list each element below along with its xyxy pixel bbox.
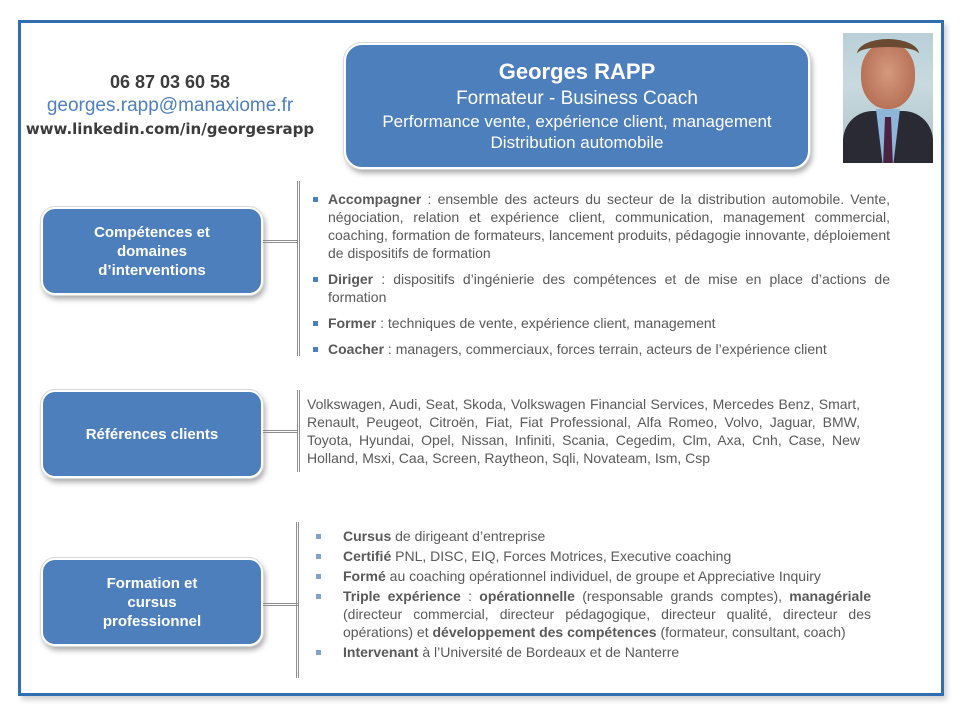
section-title-line: cursus [127,593,177,611]
person-specialty: Performance vente, expérience client, management [382,112,772,131]
contact-block [20,70,320,140]
list-item: Certifié PNL, DISC, EIQ, Forces Motrices, Executive coaching [343,547,871,565]
person-role: Formateur - Business Coach [456,88,698,109]
list-item: Accompagner : ensemble des acteurs du secteur de la distribution automobile. Vente, négociation, relation et expérience client, communication, management commercial, coaching, formation de formateurs, lancement produits, pédagogie innovante, déploiement de dispositifs de formation [328,190,890,262]
section-title-line: Formation et [106,574,198,592]
header-title-box [344,43,810,169]
connector-horizontal [263,430,298,433]
square-bullet-icon [313,197,318,202]
phone-number: 06 87 03 60 58 [109,72,231,92]
list-item: Coacher : managers, commerciaux, forces terrain, acteurs de l’expérience client [328,340,890,358]
references-text: Volkswagen, Audi, Seat, Skoda, Volkswagen Financial Services, Mercedes Benz, Smart, Renault, Peugeot, Citroën, Fiat, Fiat Professional, Alfa Romeo, Volvo, Jaguar, BMW, Toyota, Hyundai, Opel, Nissan, Infiniti, Scania, Cegedim, Clm, Axa, Cnh, Case, New Holland, Msxi, Caa, Screen, Raytheon, Sqli, Novateam, Ism, Csp [307,396,860,466]
section-label-formation [41,558,263,646]
list-item: Intervenant à l’Université de Bordeaux et de Nanterre [343,643,871,661]
list-item: Formé au coaching opérationnel individuel, de groupe et Appreciative Inquiry [343,567,871,585]
square-bullet-icon [316,534,321,539]
list-item: Triple expérience : opérationnelle (responsable grands comptes), managériale (directeur commercial, directeur pédagogique, directeur qualité, directeur des opérations) et développement des compétences (formateur, consultant, coach) [343,587,871,641]
section-title-line: d’interventions [98,261,206,279]
list-item: Former : techniques de vente, expérience client, management [328,314,890,332]
section-label-competences [41,207,263,295]
list-item: Diriger : dispositifs d’ingénierie des compétences et de mise en place d’actions de formation [328,270,890,306]
section-label-references [41,390,263,478]
competences-list [328,190,890,366]
person-name: Georges RAPP [498,59,656,84]
square-bullet-icon [316,594,321,599]
section-title-line: domaines [116,242,188,260]
square-bullet-icon [316,574,321,579]
square-bullet-icon [313,277,318,282]
section-title-line: Compétences et [94,223,210,241]
connector-vertical [297,181,300,356]
square-bullet-icon [313,321,318,326]
profile-photo [843,33,933,163]
square-bullet-icon [316,554,321,559]
email-link[interactable]: georges.rapp@manaxiome.fr [46,95,294,116]
photo-hair [857,39,919,69]
connector-vertical [296,522,299,678]
formation-list [343,527,871,663]
square-bullet-icon [313,347,318,352]
connector-horizontal [263,240,298,243]
section-title: Références clients [85,425,219,443]
connector-vertical [297,390,300,472]
square-bullet-icon [316,650,321,655]
list-item: Cursus de dirigeant d’entreprise [343,527,871,545]
person-sector: Distribution automobile [490,133,664,152]
section-title-line: professionnel [102,612,202,630]
linkedin-link[interactable]: www.linkedin.com/in/georgesrapp [25,120,315,138]
connector-horizontal [263,603,298,606]
